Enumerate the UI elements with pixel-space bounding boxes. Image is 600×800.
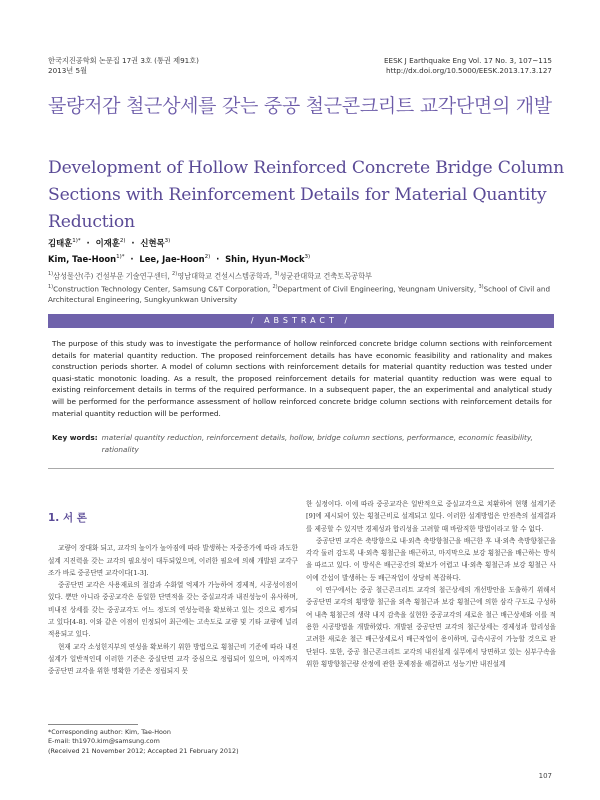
affiliation: 삼성물산(주) 건설부문 기술연구센터, (53, 270, 173, 280)
author-separator: · (86, 237, 90, 248)
affil-sup: 2) (172, 270, 178, 277)
author-name: Shin, Hyun-Mock (225, 253, 305, 264)
author-name: 김태훈 (48, 237, 73, 248)
affiliation: 영남대학교 건설시스템공학과, (177, 270, 275, 280)
author-sup: 3) (164, 238, 171, 244)
footnote (48, 728, 298, 756)
author-block (48, 234, 558, 306)
affil-sup: 2) (272, 284, 278, 291)
page-number: 107 (538, 772, 552, 780)
affil-sup: 3) (274, 270, 280, 277)
affil-sup: 1) (48, 270, 54, 277)
body-paragraph: 중공단면 교각은 축방향으로 내·외측 축방향철근을 배근한 후 내·외측 축방향철근을 각각 둘러 감도록 내·외측 횡철근을 배근하고, 마지막으로 보강 횡철근을 배근하는 방식을 따르고 있다. 이 방식은 배근공간의 확보가 어렵고 내·외측 횡철근과 보강 횡철근 사이에 간섭이 발생하는 등 배근작업이 상당히 복잡하다. (306, 536, 556, 582)
left-column (48, 498, 298, 678)
journal-header-en (384, 56, 552, 76)
author-sup: 2) (204, 253, 211, 260)
author-sup: 1)* (116, 253, 125, 260)
footnote-rule (48, 724, 138, 725)
affiliation: Construction Technology Center, Samsung C&T Corporation, (53, 284, 273, 294)
body-paragraph: 중공단면 교각은 사용재료의 절감과 수화열 억제가 가능하여 경제적, 시공성이점이 있다. 뿐만 아니라 중공교각은 동일한 단면적을 갖는 중실교각과 내진성능이 유사하며, 비내진 상세를 갖는 중공교각도 어느 정도의 연성능력을 확보하고 있는 것으로 평가되고 있다[4-8]. 이와 같은 이점이 인정되어 최근에는 고속도로 교량 및 기타 교량에 널리 적용되고 있다. (48, 581, 298, 639)
keywords-block (52, 432, 552, 455)
affil-sup: 1) (48, 284, 54, 291)
body-paragraph: 한 실정이다. 이에 따라 중공교각은 일반적으로 중실교각으로 치환하여 현행 설계기준[9]에 제시되어 있는 횡철근비로 설계되고 있다. 이러한 설계방법은 안전측의 설계결과를 제공할 수 있지만 경제성과 합리성을 고려할 때 바람직한 방법이라고 할 수 없다. (306, 500, 556, 533)
author-sup: 2) (119, 238, 126, 244)
title-english: Development of Hollow Reinforced Concrete Bridge Column Sections with Reinforcement Details for Material Quantity Reduction (48, 158, 565, 232)
author-name: Kim, Tae-Hoon (48, 253, 117, 264)
body-paragraph: 이 연구에서는 중공 철근콘크리트 교각의 철근상세의 개선방안을 도출하기 위해서 중공단면 교각의 횡방향 철근을 외측 횡철근과 보강 횡철근에 의한 삼각 구도로 구성하여 내측 횡철근의 생략 내지 감축을 실현한 중공교각의 새로운 철근 배근상세와 이를 적용한 시공방법을 개발하였다. 개발된 중공단면 교각의 철근상세는 경제성과 합리성을 고려한 새로운 철근 배근상세로서 배근작업이 용이하며, 급속시공이 가능할 것으로 판단된다. 또한, 중공 철근콘크리트 교각의 내진설계 실무에서 당면하고 있는 심부구속을 위한 횡방향철근량 산정에 관한 문제점을 해결하고 성능기반 내진설계 (306, 586, 556, 668)
journal-name-ko: 한국지진공학회 논문집 17권 3호 (통권 제91호) (48, 56, 199, 65)
author-name: 이재훈 (95, 237, 120, 248)
keywords-label: Key words: (52, 433, 98, 442)
author-name: 신현목 (140, 237, 165, 248)
abstract-banner: / ABSTRACT / (48, 314, 554, 328)
journal-name-en: EESK J Earthquake Eng Vol. 17 No. 3, 107~115 (384, 56, 552, 65)
author-sup: 1)* (72, 238, 81, 244)
affiliation: Department of Civil Engineering, Yeungnam University, (277, 284, 479, 294)
affil-sup: 3) (478, 284, 484, 291)
affiliation: School of Civil and Architectural Engineering, Sungkyunkwan University (48, 284, 551, 305)
author-sup: 3) (304, 253, 311, 260)
journal-date-ko: 2013년 5월 (48, 66, 88, 75)
right-column (306, 498, 556, 670)
received-dates: (Received 21 November 2012; Accepted 21 February 2012) (48, 746, 239, 755)
corresponding-author: *Corresponding author: Kim, Tae-Hoon (48, 728, 171, 736)
body-paragraph: 현재 교각 소성힌지부의 연성을 확보하기 위한 방법으로 횡철근비 기준에 따라 내진설계가 일반적인데 이러한 기준은 중실단면 교각 중심으로 정립되어 있으며, 아직까지 중공단면 교각을 위한 명확한 기준은 정립되지 못 (48, 642, 298, 676)
affiliation: 성균관대학교 건축토목공학부 (279, 270, 372, 280)
authors-english (48, 250, 558, 266)
affiliations-english (48, 282, 558, 305)
authors-korean (48, 234, 558, 250)
author-email[interactable]: E-mail: th1970.kim@samsung.com (48, 737, 160, 746)
body-paragraph: 교량이 장대화 되고, 교각의 높이가 높아짐에 따라 발생하는 자중증가에 따라 과도한 설계 지진력을 갖는 교각의 필요성이 대두되었으며, 이러한 필요에 의해 개발된 교각구조가 바로 중공단면 교각이다[1-3]. (48, 544, 298, 577)
title-korean: 물량저감 철근상세를 갖는 중공 철근콘크리트 교각단면의 개발 (48, 95, 552, 117)
keywords-text: material quantity reduction, reinforcement details, hollow, bridge column sections, performance, economic feasibility, rationality (101, 433, 533, 454)
journal-header-ko (48, 56, 199, 76)
doi-link[interactable]: http://dx.doi.org/10.5000/EESK.2013.17.3.127 (386, 66, 552, 75)
section-divider (48, 468, 554, 469)
author-name: Lee, Jae-Hoon (139, 253, 205, 264)
author-separator: · (216, 253, 220, 264)
author-separator: · (130, 253, 134, 264)
affiliations-korean (48, 269, 558, 282)
abstract-text: The purpose of this study was to investigate the performance of hollow reinforced concrete bridge column sections with reinforcement details for material quantity reduction. The proposed reinforcement details has have economic feasibility and rationality and makes construction periods shorter. A model of column sections with reinforcement details for material quantity reduction was tested under quasi-static monotonic loading. As a result, the proposed reinforcement details for material quantity reduction was were equal to existing reinforcement details in terms of the required performance. In a subsequent paper, the an experimental and analytical study will be performed for the performance assessment of hollow reinforced concrete bridge column sections with reinforcement details for material quantity reduction will be performed. (52, 339, 552, 418)
author-separator: · (131, 237, 135, 248)
section-heading: 1. 서 론 (48, 512, 87, 524)
